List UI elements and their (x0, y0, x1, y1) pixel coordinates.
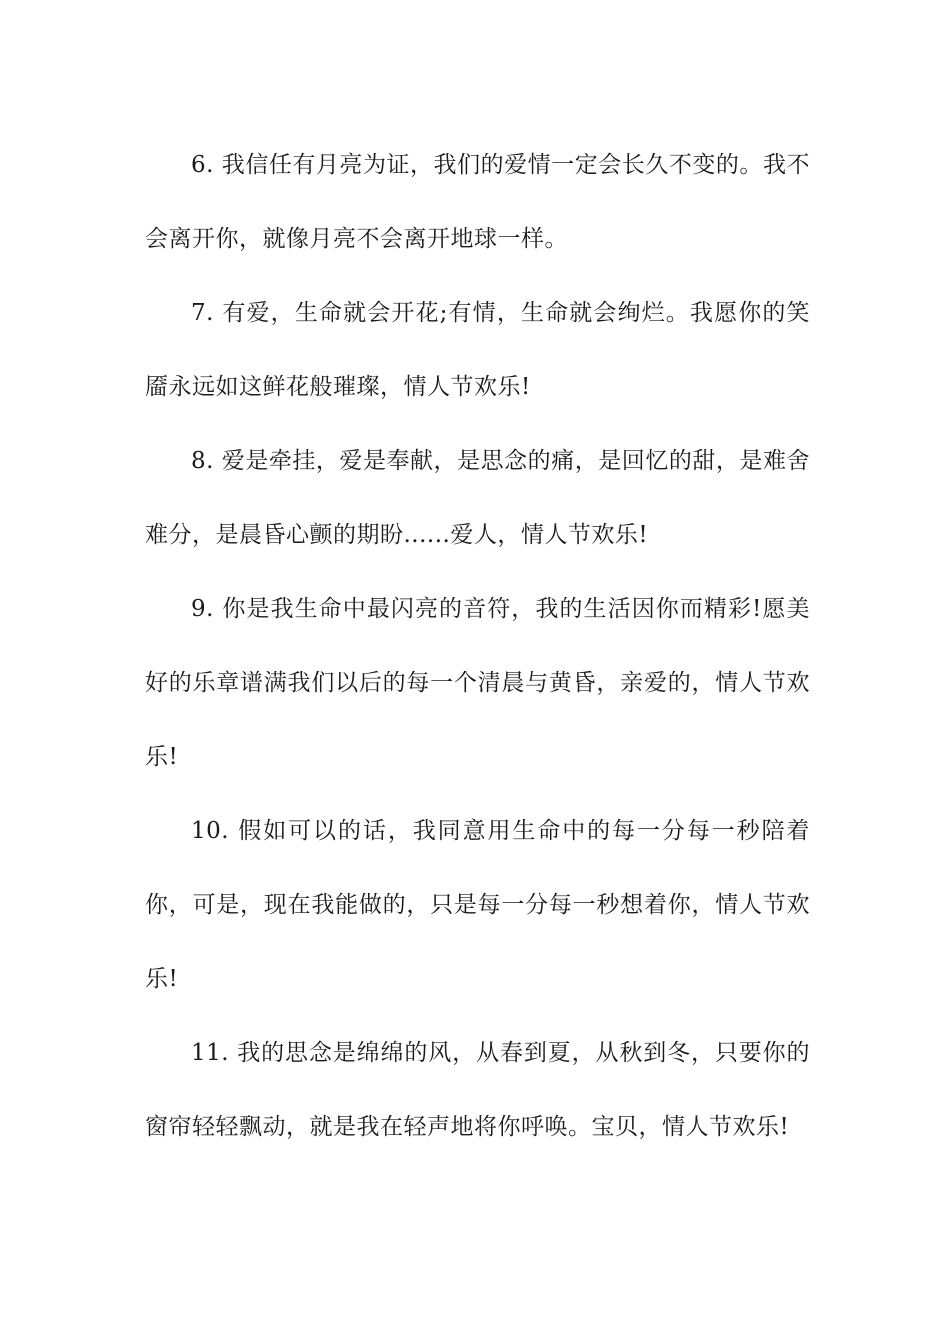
paragraph-7: 7. 有爱，生命就会开花;有情，生命就会绚烂。我愿你的笑靥永远如这鲜花般璀璨，情人节欢乐! (145, 300, 810, 400)
paragraph-8: 8. 爱是牵挂，爱是奉献，是思念的痛，是回忆的甜，是难舍难分，是晨昏心颤的期盼......爱人，情人节欢乐! (145, 448, 810, 548)
paragraph-11: 11. 我的思念是绵绵的风，从春到夏，从秋到冬，只要你的窗帘轻轻飘动，就是我在轻声地将你呼唤。宝贝，情人节欢乐! (145, 1040, 810, 1140)
paragraph-6: 6. 我信任有月亮为证，我们的爱情一定会长久不变的。我不会离开你，就像月亮不会离开地球一样。 (145, 152, 810, 252)
paragraph-10: 10. 假如可以的话，我同意用生命中的每一分每一秒陪着你，可是，现在我能做的，只是每一分每一秒想着你，情人节欢乐! (145, 818, 810, 992)
document-body (145, 128, 810, 1164)
paragraph-9: 9. 你是我生命中最闪亮的音符，我的生活因你而精彩!愿美好的乐章谱满我们以后的每一个清晨与黄昏，亲爱的，情人节欢乐! (145, 596, 810, 770)
